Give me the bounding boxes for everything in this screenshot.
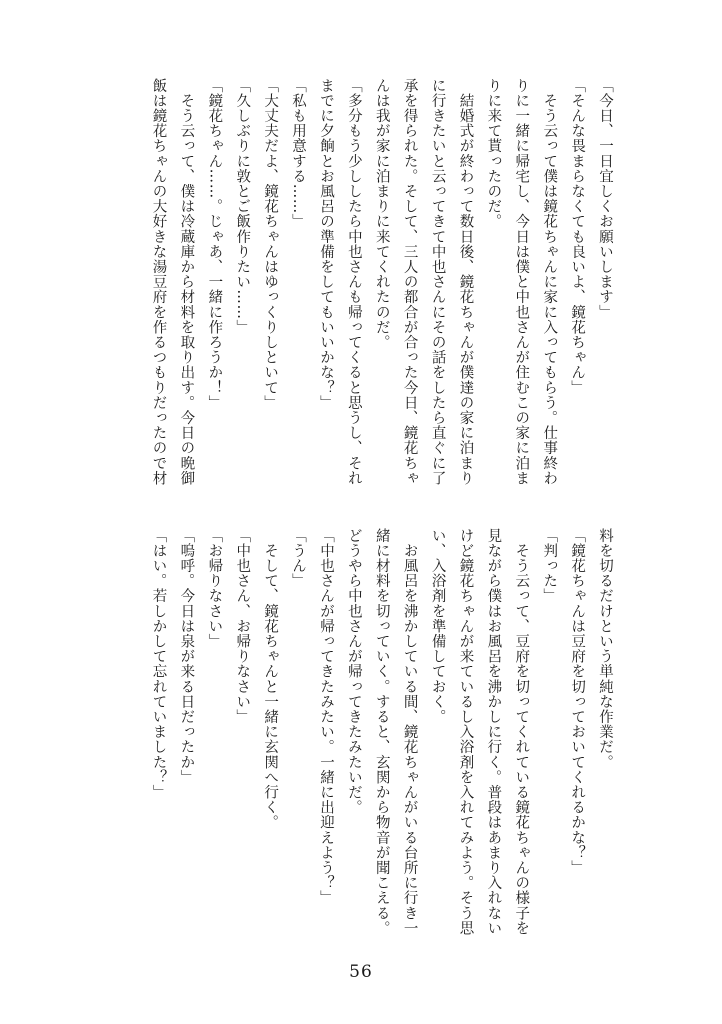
text-line: 「大丈夫だよ、鏡花ちゃんはゆっくりしといて」 [262,78,279,411]
text-block-bottom [144,528,618,958]
text-line: 「鏡花ちゃん……。じゃあ、一緒に作ろうか！」 [206,78,223,411]
text-line: そう云って僕は鏡花ちゃんに家に入ってもらう。仕事終わ [541,78,558,486]
text-line: 飯は鏡花ちゃんの大好きな湯豆府を作るつもりだったので材 [150,78,167,486]
text-line: 見ながら僕はお風呂を沸かしに行く。普段はあまり入れない [485,528,502,936]
text-line: りに来て貰ったのだ。 [485,78,502,229]
text-line: 「中也さん、お帰りなさい」 [234,528,251,725]
text-line: どうやら中也さんが帰ってきたみたいだ。 [345,528,362,815]
text-line: りに一緒に帰宅し、今日は僕と中也さんが住むこの家に泊ま [513,78,530,486]
text-block-top [144,78,618,508]
text-line: 「私も用意する……」 [290,78,307,229]
text-line: 「嗚呼。今日は泉が来る日だったか」 [178,528,195,785]
text-line: までに夕餉とお風呂の準備をしてもいいかな？」 [317,78,334,411]
text-line: けど鏡花ちゃんが来ているし入浴剤を入れてみよう。そう思 [457,528,474,936]
text-line: 「そんな畏まらなくても良いよ、鏡花ちゃん」 [569,78,586,396]
text-line: い、入浴剤を準備しておく。 [429,528,446,725]
text-line: 「判った」 [541,528,558,604]
text-line: 料を切るだけという単純な作業だ。 [597,528,613,770]
text-line: 承を得られた。そして、三人の都合が合った今日、鏡花ちゃ [401,78,418,486]
text-line: そして、鏡花ちゃんと一緒に玄関へ行く。 [262,528,279,830]
text-line: 緒に材料を切っていく。すると、玄関から物音が聞こえる。 [373,528,390,936]
text-line: 「はい。若しかして忘れていました？」 [150,528,167,800]
text-line: 「中也さんが帰ってきたみたい。一緒に出迎えよう？」 [317,528,334,906]
text-line: んは我が家に泊まりに来てくれたのだ。 [373,78,390,350]
text-line: 「お帰りなさい」 [206,528,223,649]
text-line: 「うん」 [290,528,307,589]
text-line: 「久しぶりに敦とご飯作りたい……」 [234,78,251,335]
text-line: そう云って、僕は冷蔵庫から材料を取り出す。今日の晩御 [178,78,195,486]
text-line: 「多分もう少ししたら中也さんも帰ってくると思うし、それ [345,78,362,486]
text-line: 結婚式が終わって数日後、鏡花ちゃんが僕達の家に泊まり [457,78,474,486]
text-line: に行きたいと云ってきて中也さんにその話をしたら直ぐに了 [429,78,446,486]
text-line: 「鏡花ちゃんは豆府を切っておいてくれるかな？」 [569,528,586,876]
text-line: 「今日、一日宜しくお願いします」 [597,78,613,320]
text-line: そう云って、豆府を切ってくれている鏡花ちゃんの様子を [513,528,530,936]
text-line: お風呂を沸かしている間、鏡花ちゃんがいる台所に行き一 [401,528,418,936]
page-number: 56 [349,962,373,982]
